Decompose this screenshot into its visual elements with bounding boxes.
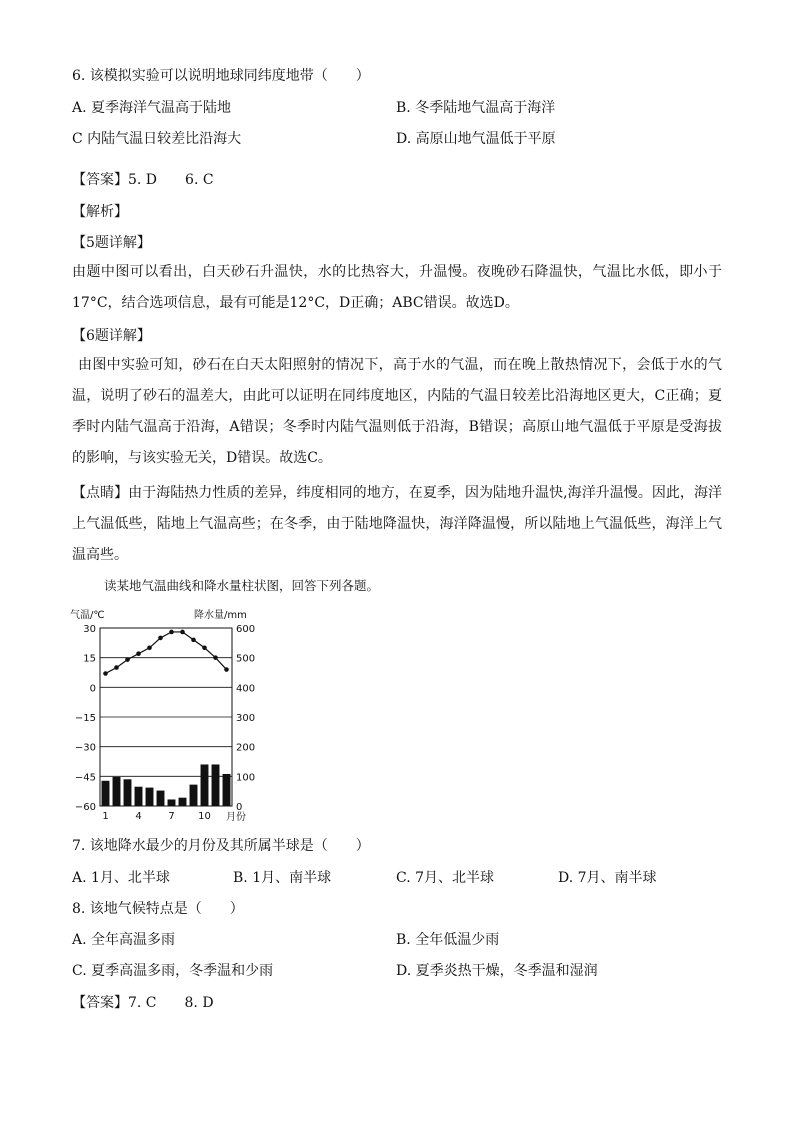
precip-bar-4 (135, 787, 143, 806)
question-7-option-a: A. 1月、北半球 (72, 870, 170, 886)
precip-bar-12 (223, 774, 231, 806)
precip-bar-5 (146, 788, 154, 806)
month-axis-label: 月份 (226, 812, 246, 823)
analysis-label: 【解析】 (72, 204, 128, 220)
precip-bar-11 (212, 764, 220, 806)
q6-detail-label: 【6题详解】 (72, 328, 151, 344)
temp-point-1 (103, 671, 108, 676)
question-7-option-b: B. 1月、南半球 (233, 870, 332, 886)
precip-bar-7 (168, 799, 176, 806)
precip-bar-9 (190, 785, 198, 806)
temp-axis-label: 气温/℃ (70, 610, 105, 621)
question-8-stem: 8. 该地气候特点是（ ） (72, 901, 244, 917)
precip-bar-10 (201, 764, 209, 806)
temp-point-6 (158, 636, 163, 641)
temp-point-10 (202, 645, 207, 650)
precip-tick-label: 200 (236, 742, 256, 754)
temp-point-4 (136, 651, 141, 656)
temp-tick-label: −45 (74, 772, 96, 784)
temp-tick-label: 15 (83, 653, 96, 665)
question-6-option-d: D. 高原山地气温低于平原 (396, 131, 556, 147)
temperature-line (103, 630, 229, 676)
question-7-stem: 7. 该地降水最少的月份及其所属半球是（ ） (72, 838, 370, 854)
question-7-option-c: C. 7月、北半球 (396, 870, 495, 886)
temp-tick-labels (75, 624, 96, 813)
precip-tick-labels (236, 624, 255, 813)
month-tick-labels (102, 811, 211, 822)
temp-tick-label: −60 (74, 802, 96, 813)
month-tick-label: 4 (135, 811, 142, 822)
remark-text: 【点睛】由于海陆热力性质的差异，纬度相同的地方，在夏季，因为陆地升温快,海洋升温慢。因此，海洋上气温低些，陆地上气温高些；在冬季，由于陆地降温快，海洋降温慢，所以陆地上气温低些，海洋上气温高些。 (72, 485, 722, 563)
question-7-option-d: D. 7月、南半球 (558, 870, 657, 886)
answer-line-7-8: 【答案】7. C 8. D (72, 995, 214, 1011)
temp-tick-label: −30 (74, 742, 96, 754)
temp-tick-label: 30 (83, 624, 96, 635)
temp-point-5 (147, 645, 152, 650)
temp-point-7 (169, 630, 174, 635)
precip-tick-label: 400 (236, 683, 256, 695)
question-8-option-b: B. 全年低温少雨 (396, 932, 500, 948)
temp-tick-label: −15 (74, 713, 96, 724)
temp-point-2 (114, 665, 119, 670)
precip-axis-label: 降水量/mm (194, 610, 247, 621)
precipitation-bars (102, 764, 231, 806)
figure-intro: 读某地气温曲线和降水量柱状图，回答下列各题。 (104, 578, 380, 593)
precip-bar-6 (157, 791, 165, 806)
question-8-option-d: D. 夏季炎热干燥，冬季温和湿润 (396, 963, 598, 979)
temp-tick-label: 0 (89, 683, 96, 695)
question-6-option-a: A. 夏季海洋气温高于陆地 (72, 100, 232, 116)
precip-bar-2 (113, 777, 121, 806)
q5-detail-text: 由题中图可以看出，白天砂石升温快，水的比热容大，升温慢。夜晚砂石降温快，气温比水低，即小于17°C，结合选项信息，最有可能是12°C，D正确；ABC错误。故选D。 (72, 264, 722, 311)
temp-point-9 (191, 638, 196, 643)
q5-detail-label: 【5题详解】 (72, 235, 151, 251)
precip-tick-label: 300 (236, 713, 256, 724)
question-6-option-c: C 内陆气温日较差比沿海大 (72, 131, 242, 147)
question-6-option-b: B. 冬季陆地气温高于海洋 (396, 100, 556, 116)
month-tick-label: 10 (198, 811, 211, 822)
precip-tick-label: 100 (236, 772, 256, 784)
precip-tick-label: 600 (236, 624, 256, 635)
temp-point-3 (125, 657, 130, 662)
month-tick-label: 1 (102, 811, 109, 822)
question-6-stem: 6. 该模拟实验可以说明地球同纬度地带（ ） (72, 68, 370, 84)
precip-bar-8 (179, 798, 187, 806)
month-tick-label: 7 (168, 811, 175, 822)
precip-bar-3 (124, 779, 132, 806)
q6-detail-text: 由图中实验可知，砂石在白天太阳照射的情况下，高于水的气温，而在晚上散热情况下，会低于水的气温，说明了砂石的温差大，由此可以证明在同纬度地区，内陆的气温日较差比沿海地区更大，C正确；夏季时内陆气温高于沿海，A错误；冬季时内陆气温则低于沿海，B错误；高原山地气温低于平原是受海拔的影响，与该实验无关，D错误。故选C。 (72, 357, 722, 466)
temp-point-12 (224, 667, 229, 672)
question-8-option-a: A. 全年高温多雨 (72, 932, 176, 948)
question-8-option-c: C. 夏季高温多雨，冬季温和少雨 (72, 963, 274, 979)
precip-tick-label: 500 (236, 653, 256, 665)
temp-point-11 (213, 655, 218, 660)
climate-chart (66, 604, 276, 828)
precip-tick-label: 0 (236, 802, 243, 813)
answer-line-5-6: 【答案】5. D 6. C (72, 172, 214, 188)
temp-point-8 (180, 630, 185, 635)
temperature-curve (106, 632, 227, 674)
precip-bar-1 (102, 781, 110, 806)
